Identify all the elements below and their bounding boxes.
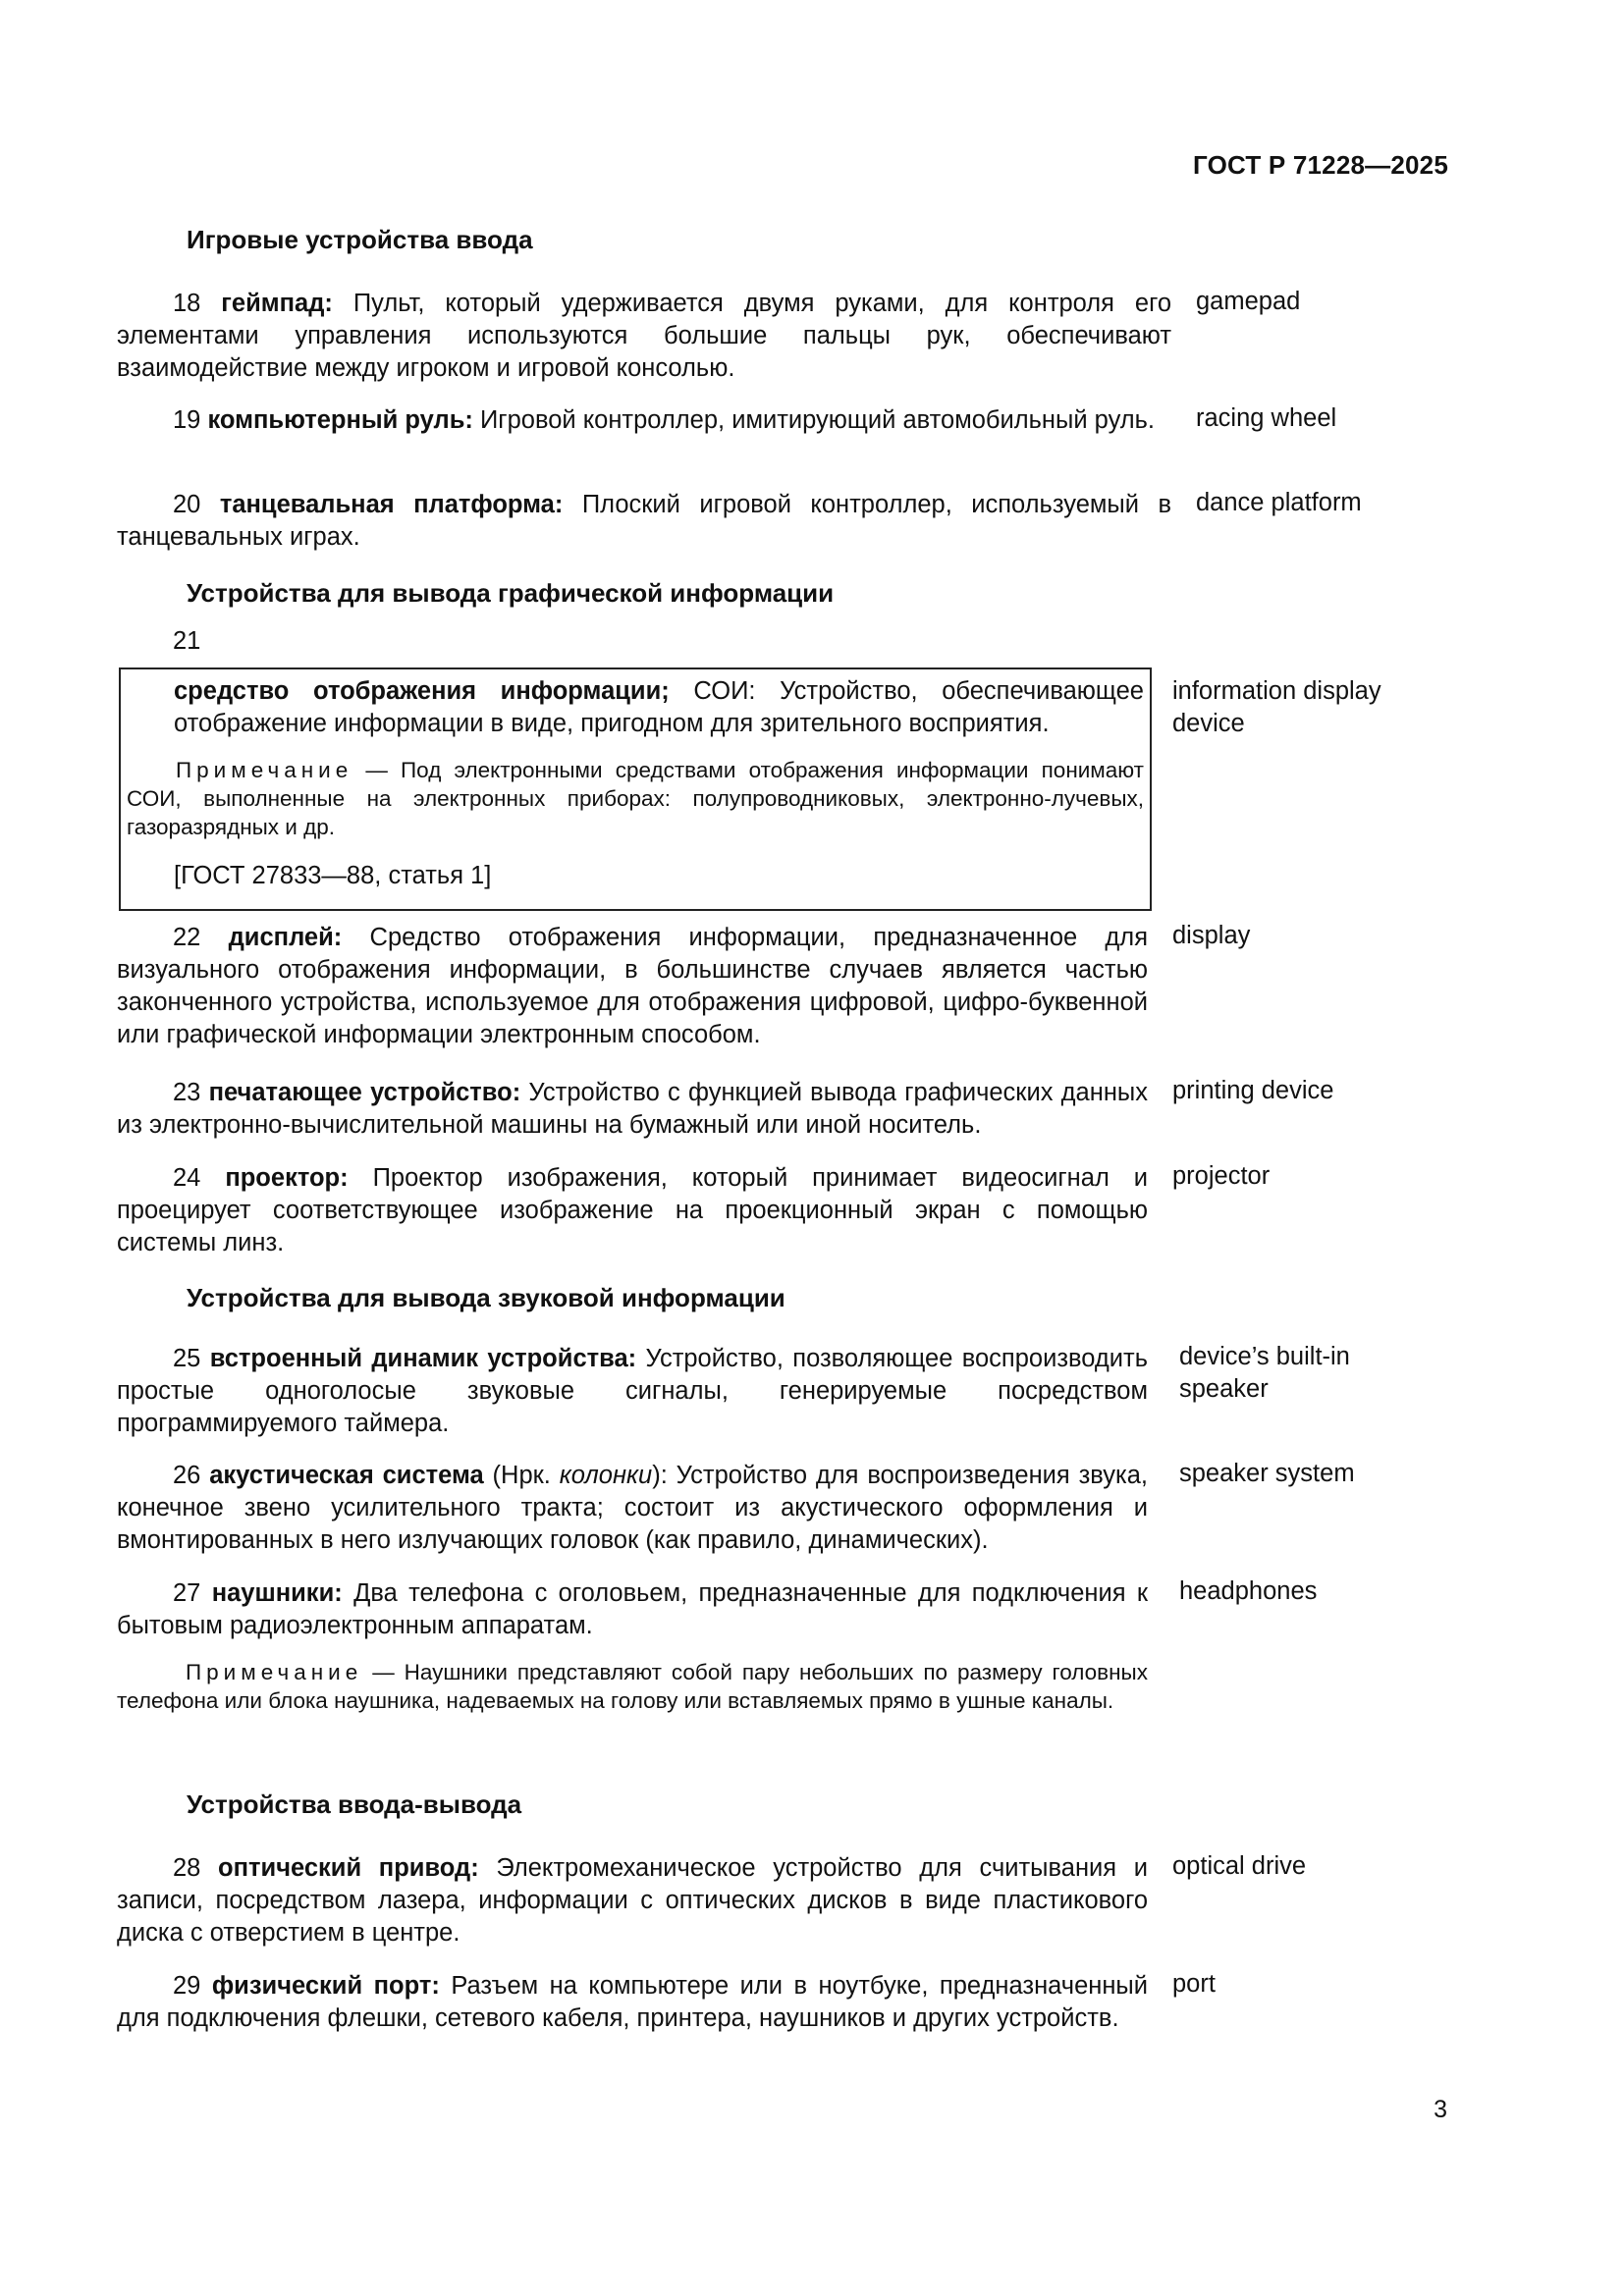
- page-number: 3: [1434, 2096, 1447, 2123]
- entry-27-english: headphones: [1179, 1577, 1318, 1605]
- entry-number: 19: [173, 406, 201, 434]
- entry-definition: Проектор изображения, который принимает видеосигнал и проецирует соответствующее изображение на проекционный экран с помощью системы линз.: [117, 1164, 1149, 1256]
- entry-number: 25: [173, 1345, 201, 1372]
- entry-deprecated-term: колонки: [559, 1462, 653, 1489]
- entry-definition: Пульт, который удерживается двумя руками, для контроля его элементами управления используются большие пальцы рук, обеспечивают взаимодействие между игроком и игровой консолью.: [117, 290, 1172, 382]
- entry-definition: Два телефона с оголовьем, предназначенные для подключения к бытовым радиоэлектронным аппаратам.: [117, 1579, 1148, 1639]
- entry-21-english: information display device: [1172, 677, 1381, 737]
- entry-27-note: [117, 1658, 1148, 1715]
- entry-definition: Устройство, обеспечивающее отображение информации в виде, пригодном для зрительного восприятия.: [174, 677, 1144, 737]
- entry-21-reference: [ГОСТ 27833—88, статья 1]: [174, 862, 492, 889]
- entry-22-english: display: [1172, 922, 1251, 949]
- entry-23: [117, 1077, 1148, 1142]
- entry-abbreviation: СОИ:: [693, 677, 756, 705]
- entry-29: [117, 1970, 1148, 2035]
- entry-24: [117, 1162, 1148, 1259]
- entry-term: наушники:: [211, 1579, 343, 1607]
- entry-number: 20: [173, 491, 201, 518]
- entry-18-english: gamepad: [1196, 288, 1301, 315]
- entry-term: танцевальная платформа:: [219, 491, 564, 518]
- entry-definition: Разъем на компьютере или в ноутбуке, предназначенный для подключения флешки, сетевого кабеля, принтера, наушников и других устройств.: [117, 1972, 1148, 2032]
- entry-25: [117, 1343, 1148, 1440]
- section-heading-io: Устройства ввода-вывода: [187, 1789, 522, 1819]
- section-heading-graphic-output: Устройства для вывода графической информации: [187, 578, 835, 608]
- entry-term: средство отображения информации;: [174, 677, 670, 705]
- entry-term: встроенный динамик устройства:: [209, 1345, 637, 1372]
- entry-21-frame: [119, 667, 1152, 911]
- entry-23-english: printing device: [1172, 1077, 1334, 1104]
- entry-definition: Средство отображения информации, предназначенное для визуального отображения информации, в большинстве случаев является частью законченного устройства, используемое для отображения цифровой, цифро-буквенной или графической информации электронным способом.: [117, 924, 1148, 1048]
- note-text: — Наушники представляют собой пару небольших по размеру головных телефона или блока наушника, надеваемых на голову или вставляемых прямо в ушные каналы.: [117, 1660, 1148, 1713]
- document-header-id: ГОСТ Р 71228—2025: [1193, 150, 1448, 180]
- entry-definition: Устройство с функцией вывода графических данных из электронно-вычислительной машины на бумажный или иной носитель.: [117, 1079, 1148, 1139]
- entry-number: 29: [173, 1972, 201, 2000]
- entry-26: [117, 1460, 1148, 1557]
- entry-definition: Электромеханическое устройство для считывания и записи, посредством лазера, информации с оптических дисков в виде пластикового диска с отверстием в центре.: [117, 1854, 1148, 1947]
- entry-definition: Игровой контроллер, имитирующий автомобильный руль.: [479, 406, 1156, 434]
- note-text: — Под электронными средствами отображения информации понимают СОИ, выполненные на электронных приборах: полупроводниковых, электронно-лучевых, газоразрядных и др.: [127, 758, 1144, 839]
- entry-definition: Устройство для воспроизведения звука, конечное звено усилительного тракта; состоит из акустического оформления и вмонтированных в него излучающих головок (как правило, динамических).: [117, 1462, 1148, 1554]
- entry-term: печатающее устройство:: [208, 1079, 521, 1106]
- entry-26-english: speaker system: [1179, 1460, 1355, 1487]
- entry-definition: Плоский игровой контроллер, используемый в танцевальных играх.: [117, 491, 1172, 551]
- entry-paren-open: (Нрк.: [492, 1462, 551, 1489]
- entry-paren-close: ):: [652, 1462, 668, 1489]
- note-label: Примечание: [186, 1660, 363, 1684]
- entry-19-english: racing wheel: [1196, 404, 1337, 432]
- entry-20-english: dance platform: [1196, 489, 1362, 516]
- note-label: Примечание: [176, 758, 353, 782]
- entry-term: акустическая система: [209, 1462, 484, 1489]
- entry-number: 18: [173, 290, 201, 317]
- entry-term: геймпад:: [221, 290, 333, 317]
- entry-term: оптический привод:: [218, 1854, 479, 1882]
- entry-number: 26: [173, 1462, 201, 1489]
- entry-20: [117, 489, 1171, 554]
- entry-28: [117, 1852, 1148, 1949]
- entry-number: 22: [173, 924, 201, 951]
- entry-22: [117, 922, 1148, 1051]
- entry-29-english: port: [1172, 1970, 1216, 1998]
- entry-term: дисплей:: [228, 924, 343, 951]
- entry-term: физический порт:: [211, 1972, 440, 2000]
- entry-21-number: 21: [173, 627, 201, 655]
- entry-definition: Устройство, позволяющее воспроизводить простые одноголосые звуковые сигналы, генерируемые посредством программируемого таймера.: [117, 1345, 1148, 1437]
- entry-27: [117, 1577, 1148, 1715]
- entry-number: 27: [173, 1579, 201, 1607]
- entry-number: 24: [173, 1164, 201, 1192]
- entry-18: [117, 288, 1171, 385]
- entry-25-english: device’s built-in speaker: [1179, 1343, 1350, 1403]
- entry-number: 28: [173, 1854, 201, 1882]
- entry-term: проектор:: [225, 1164, 349, 1192]
- entry-term: компьютерный руль:: [207, 406, 473, 434]
- entry-19: [117, 404, 1171, 437]
- entry-21-note: [127, 756, 1144, 841]
- entry-28-english: optical drive: [1172, 1852, 1307, 1880]
- section-heading-game-input: Игровые устройства ввода: [187, 225, 533, 254]
- section-heading-sound-output: Устройства для вывода звуковой информации: [187, 1283, 785, 1312]
- entry-24-english: projector: [1172, 1162, 1271, 1190]
- entry-number: 23: [173, 1079, 201, 1106]
